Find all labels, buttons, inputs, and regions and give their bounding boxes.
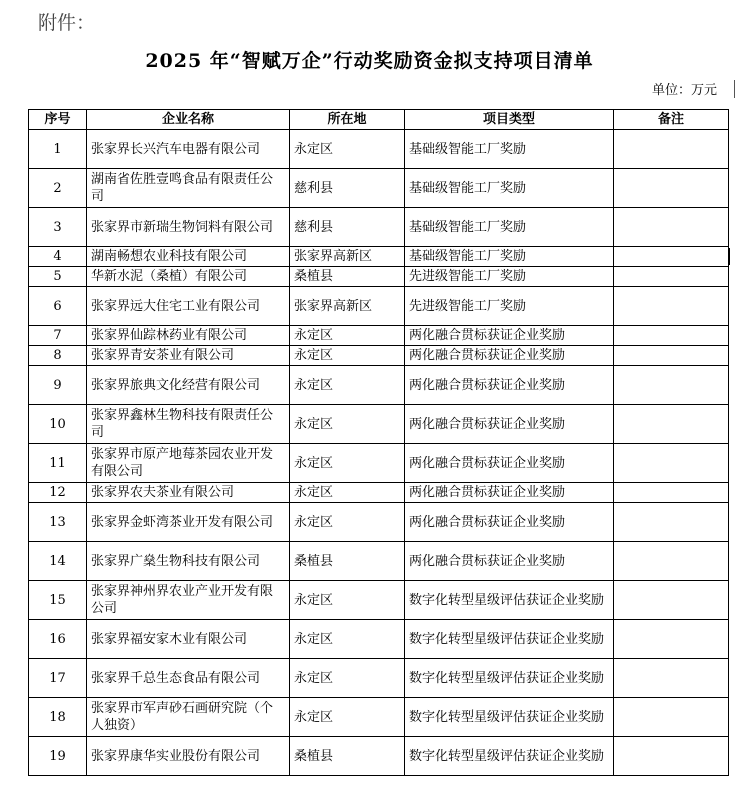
cell-project-type: 两化融合贯标获证企业奖励 [405,542,614,581]
cell-company-name: 张家界神州界农业产业开发有限公司 [87,581,290,620]
cell-location: 永定区 [290,581,405,620]
cell-location: 永定区 [290,346,405,366]
cell-location: 永定区 [290,620,405,659]
cell-project-type: 两化融合贯标获证企业奖励 [405,483,614,503]
cell-location: 慈利县 [290,208,405,247]
cell-company-name: 湖南畅想农业科技有限公司 [87,247,290,267]
cell-company-name: 张家界千总生态食品有限公司 [87,659,290,698]
table-row [29,208,729,247]
cell-note [614,130,729,169]
cell-location: 张家界高新区 [290,247,405,267]
cell-company-name: 张家界旅典文化经营有限公司 [87,366,290,405]
cell-company-name: 张家界福安家木业有限公司 [87,620,290,659]
table-row [29,659,729,698]
table-row [29,130,729,169]
cell-no: 19 [29,737,87,776]
cell-company-name: 张家界远大住宅工业有限公司 [87,287,290,326]
cell-company-name: 张家界青安茶业有限公司 [87,346,290,366]
table-row [29,326,729,346]
table-row [29,620,729,659]
cell-note [614,542,729,581]
table-row [29,737,729,776]
cell-no: 7 [29,326,87,346]
cell-note [614,581,729,620]
cell-no: 14 [29,542,87,581]
header-company-name: 企业名称 [87,110,290,130]
cell-company-name: 张家界长兴汽车电器有限公司 [87,130,290,169]
table-row [29,346,729,366]
cell-location: 永定区 [290,698,405,737]
cell-location: 永定区 [290,326,405,346]
cell-note [614,326,729,346]
table-row [29,247,729,267]
cell-note [614,346,729,366]
cell-company-name: 张家界鑫林生物科技有限责任公司 [87,405,290,444]
table-row [29,444,729,483]
cell-no: 10 [29,405,87,444]
cell-company-name: 张家界市原产地莓茶园农业开发有限公司 [87,444,290,483]
cell-company-name: 华新水泥（桑植）有限公司 [87,267,290,287]
cell-company-name: 张家界市新瑞生物饲料有限公司 [87,208,290,247]
cell-location: 永定区 [290,444,405,483]
cell-note [614,405,729,444]
cell-note [614,503,729,542]
cell-note [614,444,729,483]
table-row [29,267,729,287]
table-row [29,483,729,503]
cell-no: 1 [29,130,87,169]
cell-location: 永定区 [290,483,405,503]
cell-location: 慈利县 [290,169,405,208]
cell-no: 3 [29,208,87,247]
cell-company-name: 张家界广燊生物科技有限公司 [87,542,290,581]
cell-no: 16 [29,620,87,659]
cell-location: 张家界高新区 [290,287,405,326]
cell-project-type: 基础级智能工厂奖励 [405,169,614,208]
table-row [29,405,729,444]
table-row [29,698,729,737]
cell-project-type: 先进级智能工厂奖励 [405,267,614,287]
cell-project-type: 两化融合贯标获证企业奖励 [405,366,614,405]
cell-location: 桑植县 [290,737,405,776]
page-edge-marker [734,80,739,98]
cell-company-name: 张家界康华实业股份有限公司 [87,737,290,776]
cell-no: 5 [29,267,87,287]
header-note: 备注 [614,110,729,130]
cell-project-type: 两化融合贯标获证企业奖励 [405,346,614,366]
cell-project-type: 两化融合贯标获证企业奖励 [405,405,614,444]
cell-no: 12 [29,483,87,503]
cell-note [614,287,729,326]
cell-note [614,169,729,208]
header-no: 序号 [29,110,87,130]
cell-no: 18 [29,698,87,737]
cell-project-type: 基础级智能工厂奖励 [405,208,614,247]
cell-location: 桑植县 [290,542,405,581]
cell-location: 桑植县 [290,267,405,287]
cell-note [614,698,729,737]
cell-company-name: 湖南省佐胜壹鸣食品有限责任公司 [87,169,290,208]
cell-company-name: 张家界市军声砂石画研究院（个人独资） [87,698,290,737]
header-project-type: 项目类型 [405,110,614,130]
cell-no: 11 [29,444,87,483]
cell-no: 13 [29,503,87,542]
cell-project-type: 两化融合贯标获证企业奖励 [405,326,614,346]
table-row [29,287,729,326]
table-row [29,581,729,620]
cell-no: 15 [29,581,87,620]
cell-note [614,620,729,659]
document-title: 2025 年“智赋万企”行动奖励资金拟支持项目清单 [145,50,594,72]
row-edge-marker [728,248,730,265]
table-row [29,542,729,581]
cell-company-name: 张家界金虾湾茶业开发有限公司 [87,503,290,542]
cell-note [614,267,729,287]
cell-location: 永定区 [290,130,405,169]
cell-project-type: 数字化转型星级评估获证企业奖励 [405,620,614,659]
cell-note [614,737,729,776]
cell-project-type: 两化融合贯标获证企业奖励 [405,444,614,483]
cell-project-type: 先进级智能工厂奖励 [405,287,614,326]
table-row [29,169,729,208]
unit-label: 单位：万元 [651,83,717,98]
cell-company-name: 张家界仙踪林药业有限公司 [87,326,290,346]
cell-note [614,366,729,405]
project-list-table [28,109,729,776]
table-row [29,366,729,405]
cell-no: 17 [29,659,87,698]
cell-location: 永定区 [290,405,405,444]
table-row [29,503,729,542]
cell-note [614,659,729,698]
cell-no: 2 [29,169,87,208]
cell-project-type: 数字化转型星级评估获证企业奖励 [405,737,614,776]
cell-project-type: 基础级智能工厂奖励 [405,247,614,267]
cell-note [614,483,729,503]
cell-no: 9 [29,366,87,405]
cell-no: 4 [29,247,87,267]
cell-location: 永定区 [290,366,405,405]
cell-location: 永定区 [290,659,405,698]
cell-project-type: 数字化转型星级评估获证企业奖励 [405,581,614,620]
cell-company-name: 张家界农夫茶业有限公司 [87,483,290,503]
cell-project-type: 数字化转型星级评估获证企业奖励 [405,698,614,737]
cell-project-type: 数字化转型星级评估获证企业奖励 [405,659,614,698]
cell-project-type: 两化融合贯标获证企业奖励 [405,503,614,542]
attachment-label: 附件： [38,12,96,34]
cell-location: 永定区 [290,503,405,542]
cell-project-type: 基础级智能工厂奖励 [405,130,614,169]
cell-note [614,247,729,267]
cell-no: 8 [29,346,87,366]
cell-no: 6 [29,287,87,326]
header-location: 所在地 [290,110,405,130]
table-header-row [29,110,729,130]
cell-note [614,208,729,247]
